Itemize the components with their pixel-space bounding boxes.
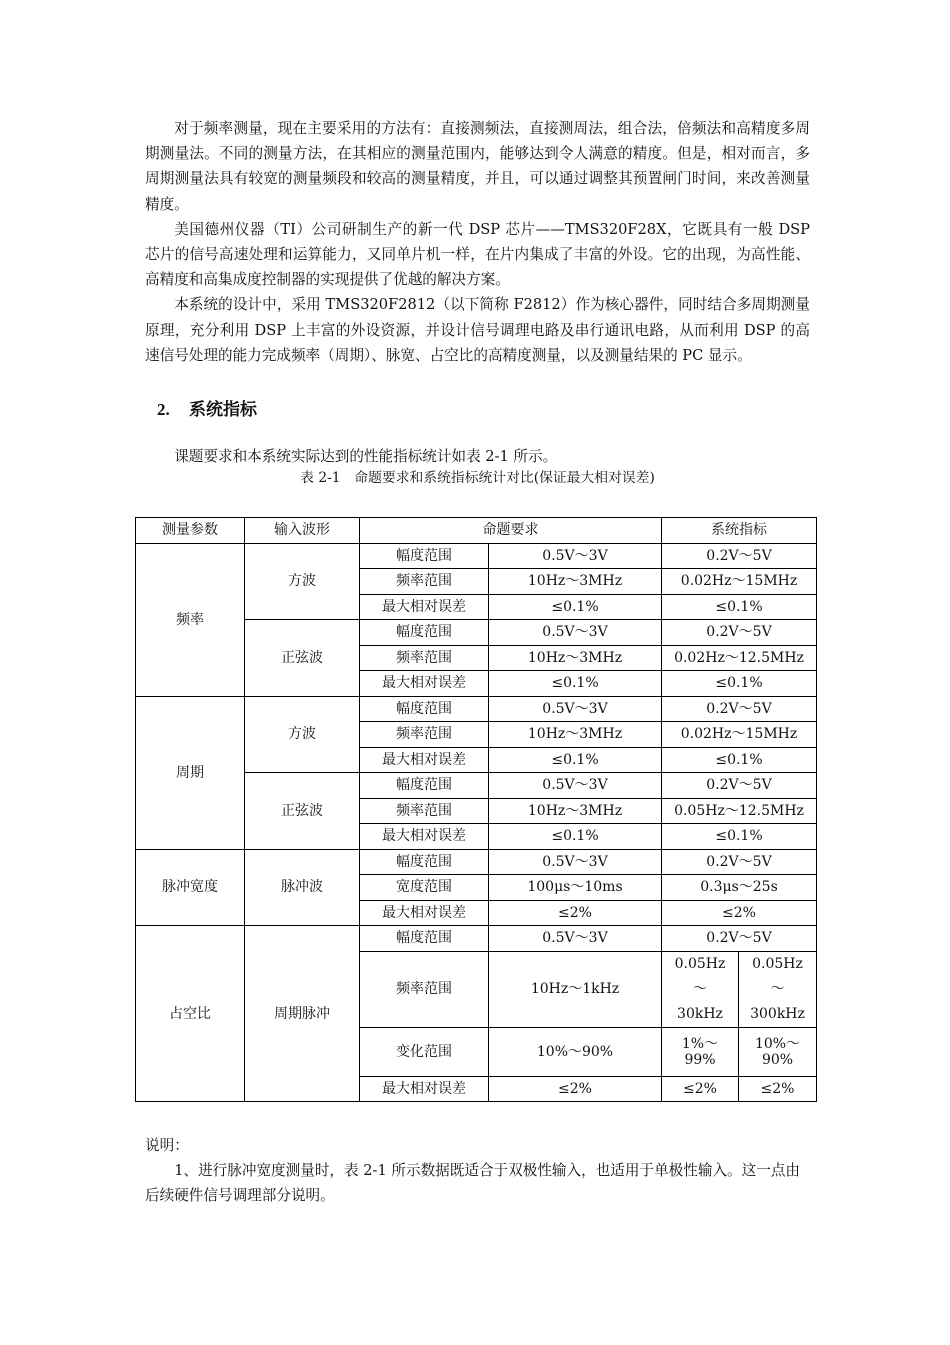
label-err: 最大相对误差: [360, 824, 489, 850]
cell-sys-b: [739, 951, 817, 1027]
wave-periodic-pulse: 周期脉冲: [245, 926, 360, 1102]
cell-sys: ≤0.1%: [662, 747, 817, 773]
label-amp: 幅度范围: [360, 926, 489, 952]
cell-req: ≤0.1%: [489, 671, 662, 697]
note-title: 说明：: [145, 1137, 189, 1154]
cell-req: 0.5V～3V: [489, 543, 662, 569]
wave-sine: 正弦波: [245, 773, 360, 850]
cell-req: 100μs～10ms: [489, 875, 662, 901]
cell-req: 10Hz～3MHz: [489, 645, 662, 671]
cell-sys: 0.2V～5V: [662, 696, 817, 722]
param-pulse-width: 脉冲宽度: [136, 849, 245, 926]
document-body: [145, 116, 810, 488]
header-system: 系统指标: [662, 518, 817, 544]
cell-sys-a: ≤2%: [662, 1076, 739, 1102]
label-amp: 幅度范围: [360, 543, 489, 569]
cell-sys-a-line1: 1%～: [681, 1035, 719, 1052]
label-freq: 频率范围: [360, 951, 489, 1027]
cell-sys: 0.2V～5V: [662, 926, 817, 952]
header-requirement: 命题要求: [360, 518, 662, 544]
label-freq: 频率范围: [360, 645, 489, 671]
table-row: [136, 926, 817, 952]
note-item: 1、进行脉冲宽度测量时，表 2-1 所示数据既适合于双极性输入，也适用于单极性输入。这一点由后续硬件信号调理部分说明。: [145, 1162, 801, 1204]
paragraph-system-design: 本系统的设计中，采用 TMS320F2812（以下简称 F2812）作为核心器件，同时结合多周期测量原理，充分利用 DSP 上丰富的外设资源，并设计信号调理电路及串行通讯电路，从而利用 DSP 的高速信号处理的能力完成频率（周期）、脉宽、占空比的高精度测量，以及测量结果的 PC 显示。: [145, 296, 810, 364]
cell-sys: ≤0.1%: [662, 824, 817, 850]
cell-req: 10Hz～3MHz: [489, 569, 662, 595]
paragraph-ti-dsp: 美国德州仪器（TI）公司研制生产的新一代 DSP 芯片——TMS320F28X，它既具有一般 DSP 芯片的信号高速处理和运算能力，又同单片机一样，在片内集成了丰富的外设。它的出现，为高性能、高精度和高集成度控制器的实现提供了优越的解决方案。: [145, 220, 810, 289]
cell-req: 0.5V～3V: [489, 773, 662, 799]
cell-sys-b-line2: ～: [770, 980, 785, 997]
header-param: 测量参数: [136, 518, 245, 544]
cell-req: ≤2%: [489, 1076, 662, 1102]
label-amp: 幅度范围: [360, 773, 489, 799]
cell-req: 10Hz～3MHz: [489, 798, 662, 824]
param-duty-cycle: 占空比: [136, 926, 245, 1102]
label-freq: 频率范围: [360, 722, 489, 748]
wave-square: 方波: [245, 696, 360, 773]
cell-sys-a-line2: 99%: [684, 1051, 716, 1068]
cell-sys: 0.2V～5V: [662, 620, 817, 646]
cell-sys-b-line2: 90%: [761, 1051, 794, 1068]
cell-sys: 0.05Hz～12.5MHz: [662, 798, 817, 824]
label-amp: 幅度范围: [360, 849, 489, 875]
note-block: [145, 1133, 810, 1208]
table-row: [136, 849, 817, 875]
section-title: 系统指标: [189, 400, 257, 421]
wave-pulse: 脉冲波: [245, 849, 360, 926]
wave-sine: 正弦波: [245, 620, 360, 697]
label-freq: 频率范围: [360, 569, 489, 595]
cell-sys-b: ≤2%: [739, 1076, 817, 1102]
cell-sys: 0.2V～5V: [662, 773, 817, 799]
table-row: [136, 543, 817, 569]
label-width: 宽度范围: [360, 875, 489, 901]
param-frequency: 频率: [136, 543, 245, 696]
cell-req: ≤0.1%: [489, 747, 662, 773]
cell-sys: ≤0.1%: [662, 671, 817, 697]
cell-sys-b: [739, 1027, 817, 1076]
cell-sys: 0.2V～5V: [662, 849, 817, 875]
cell-req: 10%～90%: [489, 1027, 662, 1076]
cell-req: 10Hz～1kHz: [489, 951, 662, 1027]
cell-req: 0.5V～3V: [489, 696, 662, 722]
section-number: 2.: [157, 400, 170, 420]
label-change: 变化范围: [360, 1027, 489, 1076]
cell-sys: 0.02Hz～15MHz: [662, 569, 817, 595]
cell-req: 0.5V～3V: [489, 926, 662, 952]
cell-sys-a: [662, 1027, 739, 1076]
cell-req: ≤0.1%: [489, 824, 662, 850]
cell-sys: 0.02Hz～15MHz: [662, 722, 817, 748]
cell-sys: 0.3μs～25s: [662, 875, 817, 901]
table-caption: 表 2-1 命题要求和系统指标统计对比(保证最大相对误差): [300, 470, 655, 487]
cell-sys-a-line2: ～: [693, 980, 707, 997]
cell-req: 10Hz～3MHz: [489, 722, 662, 748]
cell-sys: 0.02Hz～12.5MHz: [662, 645, 817, 671]
label-err: 最大相对误差: [360, 900, 489, 926]
label-err: 最大相对误差: [360, 747, 489, 773]
spec-table: [135, 517, 817, 1102]
cell-sys: ≤0.1%: [662, 594, 817, 620]
cell-sys-b-line3: 300kHz: [750, 1005, 805, 1022]
label-freq: 频率范围: [360, 798, 489, 824]
cell-sys-a-line1: 0.05Hz: [674, 955, 726, 972]
table-header-row: [136, 518, 817, 544]
table-row: [136, 696, 817, 722]
label-amp: 幅度范围: [360, 696, 489, 722]
section-heading: [145, 398, 810, 422]
label-err: 最大相对误差: [360, 594, 489, 620]
cell-req: 0.5V～3V: [489, 620, 662, 646]
param-period: 周期: [136, 696, 245, 849]
table-intro: 课题要求和本系统实际达到的性能指标统计如表 2-1 所示。: [174, 448, 558, 466]
header-wave: 输入波形: [245, 518, 360, 544]
cell-req: 0.5V～3V: [489, 849, 662, 875]
label-err: 最大相对误差: [360, 671, 489, 697]
cell-sys-b-line1: 0.05Hz: [752, 955, 803, 972]
wave-square: 方波: [245, 543, 360, 620]
cell-req: ≤0.1%: [489, 594, 662, 620]
cell-sys: 0.2V～5V: [662, 543, 817, 569]
label-amp: 幅度范围: [360, 620, 489, 646]
cell-req: ≤2%: [489, 900, 662, 926]
paragraph-frequency-methods: 对于频率测量，现在主要采用的方法有：直接测频法，直接测周法，组合法，倍频法和高精度多周期测量法。不同的测量方法，在其相应的测量范围内，能够达到令人满意的精度。但是，相对而言，多周期测量法具有较宽的测量频段和较高的测量精度，并且，可以通过调整其预置闸门时间，来改善测量精度。: [145, 120, 810, 213]
label-err: 最大相对误差: [360, 1076, 489, 1102]
cell-sys-b-line1: 10%～: [754, 1035, 801, 1052]
cell-sys-a: [662, 951, 739, 1027]
cell-sys-a-line3: 30kHz: [677, 1005, 723, 1022]
cell-sys: ≤2%: [662, 900, 817, 926]
